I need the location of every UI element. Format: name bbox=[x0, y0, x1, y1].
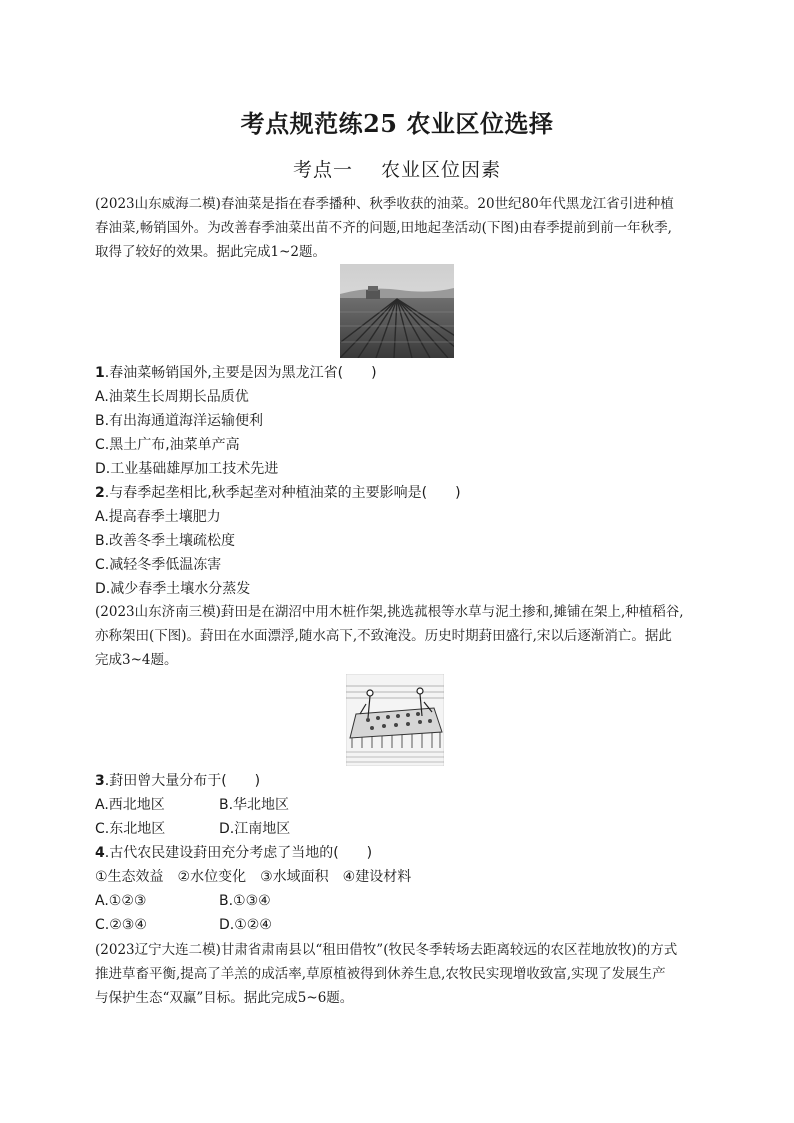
passage-line: (2023辽宁大连二模)甘肃省肃南县以“租田借牧”(牧民冬季转场去距离较远的农区茬地放牧)的方式 bbox=[95, 942, 678, 958]
section-heading bbox=[0, 155, 794, 182]
q2-option-d[interactable]: D.减少春季土壤水分蒸发 bbox=[95, 581, 251, 597]
section-label: 考点一 bbox=[292, 159, 353, 181]
passage-line: (2023山东济南三模)葑田是在湖沼中用木桩作架,挑选菰根等水草与泥土掺和,摊铺在架上,种植稻谷, bbox=[95, 604, 684, 620]
q4-option-c[interactable]: C.②③④ bbox=[95, 917, 147, 933]
passage-line: 推进草畜平衡,提高了羊羔的成活率,草原植被得到休养生息,农牧民实现增收致富,实现了发展生产 bbox=[95, 966, 666, 982]
passage-line: 春油菜,畅销国外。为改善春季油菜出苗不齐的问题,田地起垄活动(下图)由春季提前到前一年秋季, bbox=[95, 220, 672, 236]
field-ridge-photo bbox=[340, 264, 454, 358]
question-3-stem: 3.葑田曾大量分布于( ) bbox=[95, 773, 261, 789]
q1-option-d[interactable]: D.工业基础雄厚加工技术先进 bbox=[95, 461, 279, 477]
section-name: 农业区位因素 bbox=[381, 159, 502, 181]
question-2-stem: 2.与春季起垄相比,秋季起垄对种植油菜的主要影响是( ) bbox=[95, 485, 461, 501]
q3-option-c[interactable]: C.东北地区 bbox=[95, 821, 166, 837]
q4-option-b[interactable]: B.①③④ bbox=[219, 893, 271, 909]
passage-line: 完成3~4题。 bbox=[95, 652, 178, 668]
q2-option-a[interactable]: A.提高春季土壤肥力 bbox=[95, 509, 221, 525]
q1-option-b[interactable]: B.有出海通道海洋运输便利 bbox=[95, 413, 264, 429]
q3-option-b[interactable]: B.华北地区 bbox=[219, 797, 290, 813]
q2-option-c[interactable]: C.减轻冬季低温冻害 bbox=[95, 557, 222, 573]
question-4-stem: 4.古代农民建设葑田充分考虑了当地的( ) bbox=[95, 845, 373, 861]
passage-line: (2023山东威海二模)春油菜是指在春季播种、秋季收获的油菜。20世纪80年代黑龙江省引进种植 bbox=[95, 196, 674, 212]
q3-option-d[interactable]: D.江南地区 bbox=[219, 821, 291, 837]
passage-1 bbox=[95, 192, 695, 264]
q4-items: ①生态效益 ②水位变化 ③水域面积 ④建设材料 bbox=[95, 869, 412, 885]
floating-field-illustration bbox=[346, 674, 444, 766]
q1-option-c[interactable]: C.黑土广布,油菜单产高 bbox=[95, 437, 240, 453]
passage-2 bbox=[95, 600, 695, 672]
passage-line: 取得了较好的效果。据此完成1~2题。 bbox=[95, 244, 326, 260]
question-1-stem: 1.春油菜畅销国外,主要是因为黑龙江省( ) bbox=[95, 365, 377, 381]
passage-line: 亦称架田(下图)。葑田在水面漂浮,随水高下,不致淹没。历史时期葑田盛行,宋以后逐渐消亡。据此 bbox=[95, 628, 672, 644]
passage-line: 与保护生态“双赢”目标。据此完成5~6题。 bbox=[95, 990, 354, 1006]
page-title: 考点规范练25 农业区位选择 bbox=[240, 109, 554, 138]
q4-option-d[interactable]: D.①②④ bbox=[219, 917, 272, 933]
passage-3 bbox=[95, 938, 695, 1010]
q2-option-b[interactable]: B.改善冬季土壤疏松度 bbox=[95, 533, 236, 549]
q1-option-a[interactable]: A.油菜生长周期长品质优 bbox=[95, 389, 249, 405]
q3-option-a[interactable]: A.西北地区 bbox=[95, 797, 165, 813]
q4-option-a[interactable]: A.①②③ bbox=[95, 893, 147, 909]
